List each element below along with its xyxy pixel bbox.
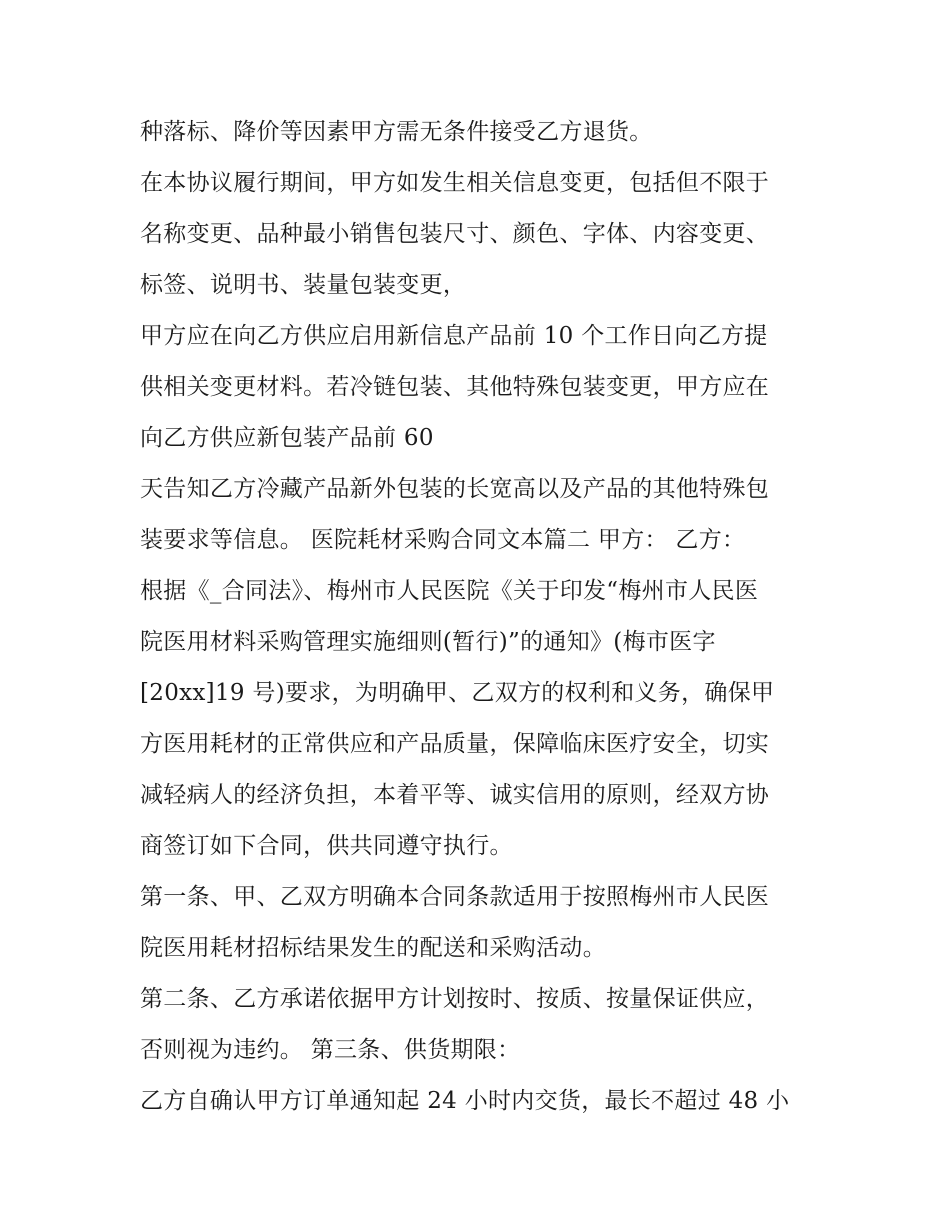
text-line: 第一条、甲、乙双方明确本合同条款适用于按照梅州市人民医 [140,884,770,910]
text-line: 方医用耗材的正常供应和产品质量，保障临床医疗安全，切实 [140,731,770,757]
text-line: 院医用耗材招标结果发生的配送和采购活动。 [140,935,606,961]
text-line: 名称变更、品种最小销售包装尺寸、颜色、字体、内容变更、 [140,221,770,247]
text-line: 标签、说明书、装量包装变更， [140,272,467,298]
text-line: 乙方自确认甲方订单通知起 24 小时内交货，最长不超过 48 小 [140,1088,790,1114]
text-line: 天告知乙方冷藏产品新外包装的长宽高以及产品的其他特殊包 [140,476,770,502]
text-line: 向乙方供应新包装产品前 60 [140,425,434,451]
document-body [140,107,830,1127]
text-line: 否则视为违约。 第三条、供货期限： [140,1037,521,1063]
text-line: 减轻病人的经济负担，本着平等、诚实信用的原则，经双方协 [140,782,770,808]
text-line: 根据《_合同法》、梅州市人民医院《关于印发“梅州市人民医 [140,578,759,604]
text-line: 商签订如下合同，供共同遵守执行。 [140,833,513,859]
text-line: 第二条、乙方承诺依据甲方计划按时、按质、按量保证供应， [140,986,770,1012]
text-line: 装要求等信息。 医院耗材采购合同文本篇二 甲方： 乙方： [140,527,746,553]
text-line: 在本协议履行期间，甲方如发生相关信息变更，包括但不限于 [140,170,770,196]
text-line: 甲方应在向乙方供应启用新信息产品前 10 个工作日向乙方提 [140,323,768,349]
text-line: 院医用材料采购管理实施细则(暂行)”的通知》(梅市医字 [140,629,716,655]
text-line: [20xx]19 号)要求，为明确甲、乙双方的权利和义务，确保甲 [140,680,775,706]
text-line: 种落标、降价等因素甲方需无条件接受乙方退货。 [140,119,653,145]
text-line: 供相关变更材料。若冷链包装、其他特殊包装变更，甲方应在 [140,374,770,400]
